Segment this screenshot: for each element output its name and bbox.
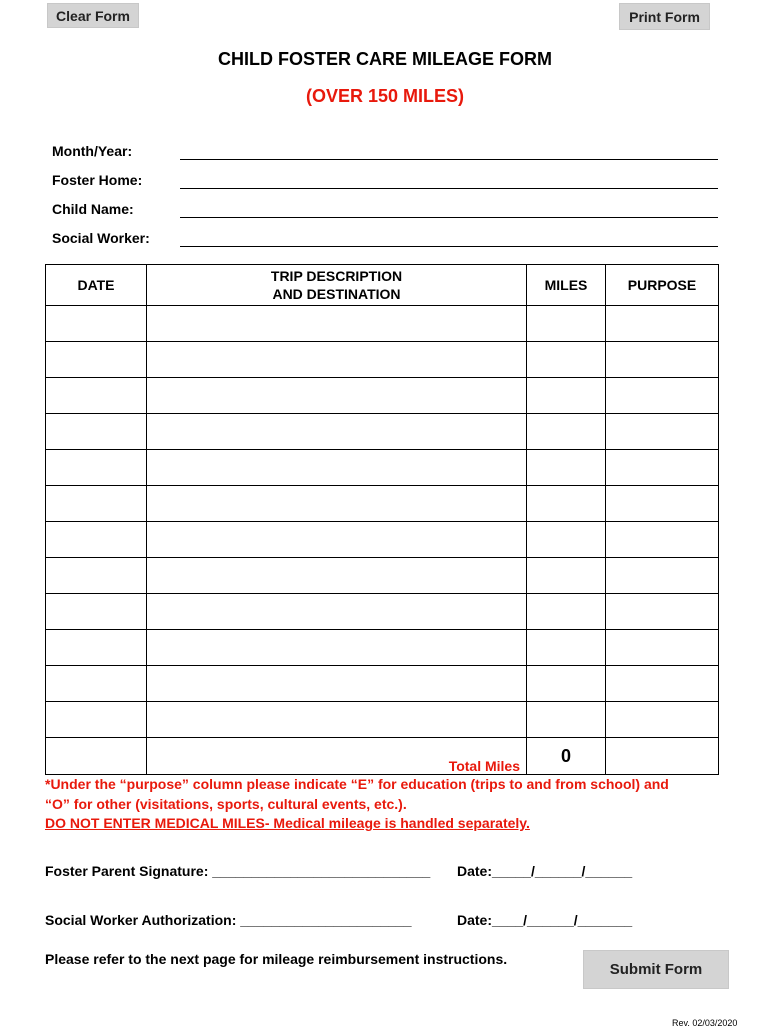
table-row	[46, 594, 719, 630]
miles-cell[interactable]	[527, 702, 606, 738]
date-cell[interactable]	[46, 522, 147, 558]
form-subtitle: (OVER 150 MILES)	[305, 86, 465, 106]
purpose-column-header: PURPOSE	[606, 265, 719, 306]
miles-cell[interactable]	[527, 306, 606, 342]
miles-cell[interactable]	[527, 342, 606, 378]
miles-column-header: MILES	[527, 265, 606, 306]
purpose-cell[interactable]	[606, 558, 719, 594]
table-row	[46, 306, 719, 342]
trip-cell[interactable]	[147, 342, 527, 378]
trip-cell[interactable]	[147, 702, 527, 738]
revision-date: Rev. 02/03/2020	[672, 1018, 738, 1028]
trip-column-header	[147, 265, 527, 306]
table-row	[46, 702, 719, 738]
reimbursement-instructions: Please refer to the next page for mileage reimbursement instructions.	[45, 951, 508, 967]
month-year-field[interactable]	[180, 159, 718, 160]
table-row	[46, 630, 719, 666]
table-row	[46, 558, 719, 594]
purpose-cell[interactable]	[606, 630, 719, 666]
purpose-cell[interactable]	[606, 738, 719, 775]
mileage-table	[45, 264, 719, 775]
trip-cell[interactable]	[147, 594, 527, 630]
trip-cell[interactable]	[147, 306, 527, 342]
miles-cell[interactable]	[527, 630, 606, 666]
purpose-cell[interactable]	[606, 378, 719, 414]
trip-cell[interactable]	[147, 558, 527, 594]
total-miles-label: Total Miles	[147, 738, 527, 775]
date-cell[interactable]	[46, 378, 147, 414]
trip-cell[interactable]	[147, 414, 527, 450]
total-miles-value: 0	[527, 738, 606, 775]
social-worker-label: Social Worker:	[52, 230, 150, 246]
foster-parent-signature-field[interactable]: Foster Parent Signature: ____________________________	[45, 863, 431, 879]
purpose-cell[interactable]	[606, 306, 719, 342]
mileage-table-body	[46, 306, 719, 775]
child-name-label: Child Name:	[52, 201, 134, 217]
date-cell[interactable]	[46, 666, 147, 702]
date-cell[interactable]	[46, 738, 147, 775]
purpose-cell[interactable]	[606, 414, 719, 450]
medical-miles-warning: DO NOT ENTER MEDICAL MILES- Medical mileage is handled separately.	[45, 815, 530, 831]
miles-cell[interactable]	[527, 522, 606, 558]
foster-parent-date-field[interactable]: Date:_____/______/______	[457, 863, 633, 879]
trip-cell[interactable]	[147, 666, 527, 702]
date-cell[interactable]	[46, 558, 147, 594]
miles-cell[interactable]	[527, 594, 606, 630]
purpose-cell[interactable]	[606, 702, 719, 738]
purpose-cell[interactable]	[606, 594, 719, 630]
purpose-cell[interactable]	[606, 486, 719, 522]
trip-cell[interactable]	[147, 522, 527, 558]
submit-form-button[interactable]: Submit Form	[583, 950, 729, 989]
clear-form-button[interactable]: Clear Form	[47, 3, 139, 28]
table-row	[46, 522, 719, 558]
social-worker-authorization-field[interactable]: Social Worker Authorization: ______________________	[45, 912, 412, 928]
table-row	[46, 486, 719, 522]
date-cell[interactable]	[46, 594, 147, 630]
trip-cell[interactable]	[147, 486, 527, 522]
table-row	[46, 450, 719, 486]
purpose-cell[interactable]	[606, 666, 719, 702]
table-row	[46, 378, 719, 414]
purpose-cell[interactable]	[606, 342, 719, 378]
trip-cell[interactable]	[147, 378, 527, 414]
form-title: CHILD FOSTER CARE MILEAGE FORM	[218, 49, 552, 69]
trip-cell[interactable]	[147, 630, 527, 666]
trip-header-line2: AND DESTINATION	[272, 286, 401, 302]
date-cell[interactable]	[46, 450, 147, 486]
month-year-label: Month/Year:	[52, 143, 133, 159]
foster-home-field[interactable]	[180, 188, 718, 189]
date-cell[interactable]	[46, 414, 147, 450]
social-worker-field[interactable]	[180, 246, 718, 247]
social-worker-date-field[interactable]: Date:____/______/_______	[457, 912, 633, 928]
date-cell[interactable]	[46, 702, 147, 738]
purpose-note-line1: *Under the “purpose” column please indicate “E” for education (trips to and from school) and	[45, 776, 669, 792]
foster-home-label: Foster Home:	[52, 172, 143, 188]
date-column-header: DATE	[46, 265, 147, 306]
table-row	[46, 342, 719, 378]
date-cell[interactable]	[46, 342, 147, 378]
table-row	[46, 414, 719, 450]
purpose-cell[interactable]	[606, 522, 719, 558]
miles-cell[interactable]	[527, 486, 606, 522]
miles-cell[interactable]	[527, 450, 606, 486]
miles-cell[interactable]	[527, 558, 606, 594]
miles-cell[interactable]	[527, 666, 606, 702]
miles-cell[interactable]	[527, 414, 606, 450]
child-name-field[interactable]	[180, 217, 718, 218]
miles-cell[interactable]	[527, 378, 606, 414]
table-row	[46, 666, 719, 702]
trip-cell[interactable]	[147, 450, 527, 486]
print-form-button[interactable]: Print Form	[619, 3, 710, 30]
purpose-cell[interactable]	[606, 450, 719, 486]
table-header-row	[46, 265, 719, 306]
trip-header-line1: TRIP DESCRIPTION	[270, 268, 403, 284]
table-row	[46, 738, 719, 775]
date-cell[interactable]	[46, 486, 147, 522]
purpose-note-line2: “O” for other (visitations, sports, cultural events, etc.).	[45, 796, 407, 812]
date-cell[interactable]	[46, 306, 147, 342]
date-cell[interactable]	[46, 630, 147, 666]
